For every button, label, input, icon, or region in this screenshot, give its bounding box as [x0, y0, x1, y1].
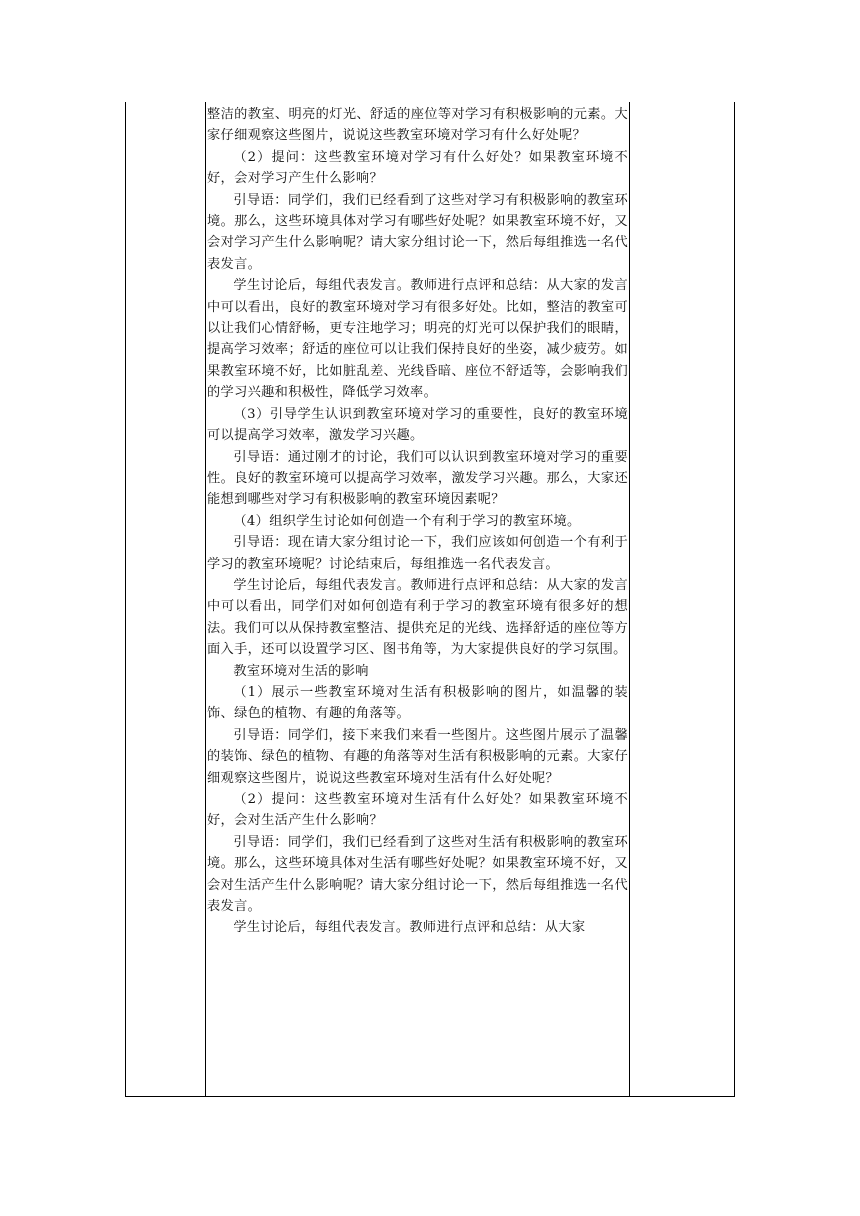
paragraph-2: （2）提问：这些教室环境对学习有什么好处？如果教室环境不好，会对学习产生什么影响？ — [207, 149, 628, 187]
table-cell-lesson-process — [205, 102, 630, 1097]
paragraph-5: （3）引导学生认识到教室环境对学习的重要性，良好的教室环境可以提高学习效率，激发学习兴趣。 — [207, 406, 628, 444]
paragraph-14: 引导语：同学们，我们已经看到了这些对生活有积极影响的教室环境。那么，这些环境具体对生活有哪些好处呢？如果教室环境不好，又会对生活产生什么影响呢？请大家分组讨论一下，然后每组推选一名代表发言。 — [207, 834, 628, 915]
paragraph-13: （2）提问：这些教室环境对生活有什么好处？如果教室环境不好，会对生活产生什么影响？ — [207, 792, 628, 829]
table-cell-left-empty — [126, 102, 205, 1096]
table-cell-right-empty — [630, 102, 734, 1096]
section-heading-life: 教室环境对生活的影响 — [233, 663, 369, 679]
table-border-right — [734, 102, 735, 1097]
lesson-content — [207, 104, 628, 939]
paragraph-15: 学生讨论后，每组代表发言。教师进行点评和总结：从大家 — [233, 920, 586, 936]
paragraph-4: 学生讨论后，每组代表发言。教师进行点评和总结：从大家的发言中可以看出，良好的教室环境对学习有很多好处。比如，整洁的教室可以让我们心情舒畅，更专注地学习；明亮的灯光可以保护我们的眼睛，提高学习效率；舒适的座位可以让我们保持良好的坐姿，减少疲劳。如果教室环境不好，比如脏乱差、光线昏暗、座位不舒适等，会影响我们的学习兴趣和积极性，降低学习效率。 — [207, 278, 628, 401]
paragraph-9: 学生讨论后，每组代表发言。教师进行点评和总结：从大家的发言中可以看出，同学们对如何创造有利于学习的教室环境有很多好的想法。我们可以从保持教室整洁、提供充足的光线、选择舒适的座位等方面入手，还可以设置学习区、图书角等，为大家提供良好的学习氛围。 — [207, 577, 628, 658]
lesson-table — [125, 102, 735, 1097]
paragraph-7: （4）组织学生讨论如何创造一个有利于学习的教室环境。 — [233, 513, 581, 529]
paragraph-3: 引导语：同学们，我们已经看到了这些对学习有积极影响的教室环境。那么，这些环境具体对学习有哪些好处呢？如果教室环境不好，又会对学习产生什么影响呢？请大家分组讨论一下，然后每组推选一名代表发言。 — [207, 192, 628, 272]
paragraph-11: （1）展示一些教室环境对生活有积极影响的图片，如温馨的装饰、绿色的植物、有趣的角落等。 — [207, 684, 628, 722]
paragraph-6: 引导语：通过刚才的讨论，我们可以认识到教室环境对学习的重要性。良好的教室环境可以提高学习效率，激发学习兴趣。那么，大家还能想到哪些对学习有积极影响的教室环境因素呢？ — [207, 449, 628, 508]
paragraph-1: 整洁的教室、明亮的灯光、舒适的座位等对学习有积极影响的元素。大家仔细观察这些图片，说说这些教室环境对学习有什么好处呢？ — [207, 107, 628, 144]
paragraph-8: 引导语：现在请大家分组讨论一下，我们应该如何创造一个有利于学习的教室环境呢？讨论结束后，每组推选一名代表发言。 — [207, 535, 628, 572]
paragraph-12: 引导语：同学们，接下来我们来看一些图片。这些图片展示了温馨的装饰、绿色的植物、有趣的角落等对生活有积极影响的元素。大家仔细观察这些图片，说说这些教室环境对生活有什么好处呢？ — [207, 727, 628, 786]
